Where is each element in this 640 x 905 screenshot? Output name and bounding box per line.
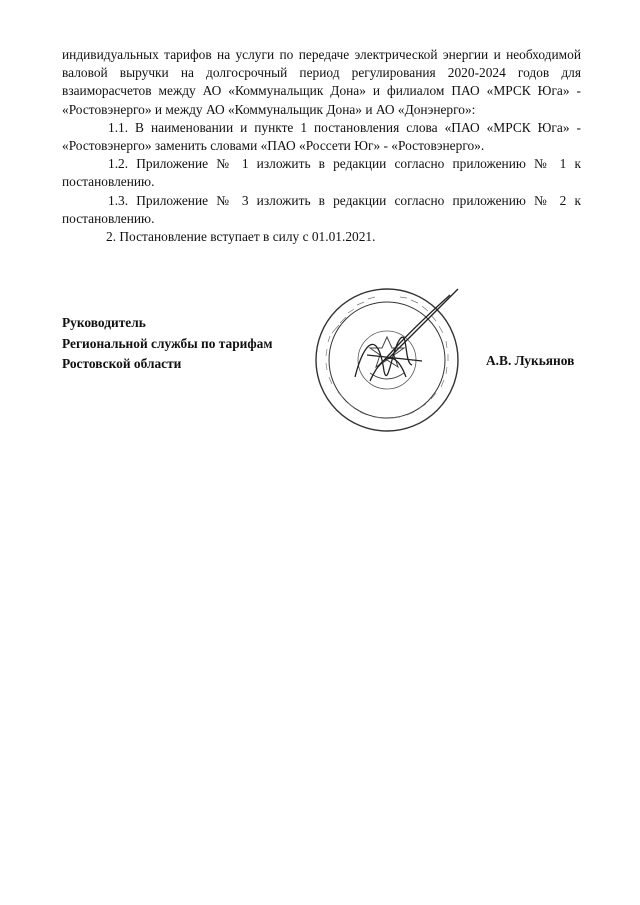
signer-position-line-2: Региональной службы по тарифам [62, 335, 273, 351]
document-body [62, 46, 581, 246]
signer-position-line-3: Ростовской области [62, 356, 182, 371]
paragraph-item-1-2: 1.2. Приложение № 1 изложить в редакции согласно приложению № 1 к постановлению. [62, 156, 581, 190]
paragraph-item-1-3: 1.3. Приложение № 3 изложить в редакции согласно приложению № 2 к постановлению. [62, 192, 581, 226]
signer-name: А.В. Лукьянов [486, 353, 575, 368]
paragraph-item-2: 2. Постановление вступает в силу с 01.01.2021. [106, 229, 376, 245]
paragraph-intro: индивидуальных тарифов на услуги по передаче электрической энергии и необходимой валовой выручки на долгосрочный период регулирования 2020-2024 годов для взаиморасчетов между АО «Коммунальщик Дона» и филиалом ПАО «МРСК Юга» - «Ростовэнерго» и между АО «Коммунальщик Дона» и АО «Донэнерго»: [62, 47, 581, 117]
paragraph-item-1-1: 1.1. В наименовании и пункте 1 постановления слова «ПАО «МРСК Юга» - «Ростовэнерго» заменить словами «ПАО «Россети Юг» - «Ростовэнерго». [62, 119, 581, 154]
signer-position-line-1: Руководитель [62, 315, 146, 330]
